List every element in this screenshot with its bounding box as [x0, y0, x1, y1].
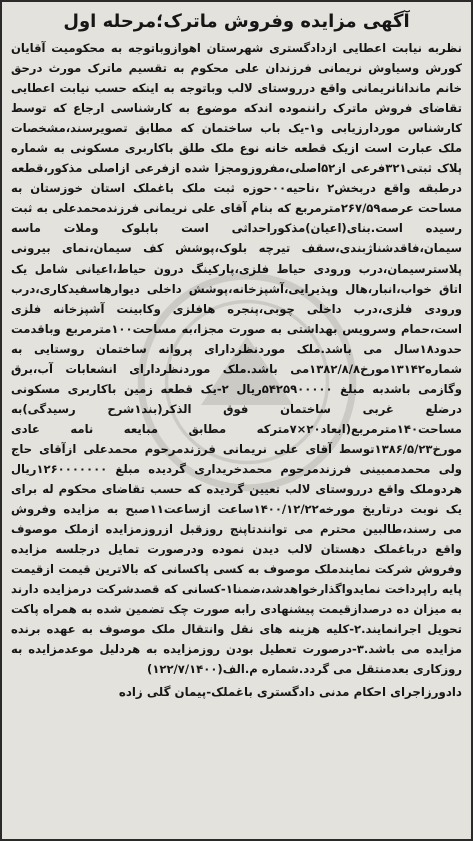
notice-paragraph: نظربه نیابت اعطایی ازدادگستری شهرستان اهوازوباتوجه به محکومیت آقایان کورش وسیاوش نریمانی فرزندان علی محکوم به تقسیم ماترک مورث درحق خانم ماندانانریمانی واقع درروستای لالب وباتوجه به اینکه حسب نیابت اعطایی تقاضای فروش ماترک راننموده اندکه موضوع به کارشناسی ارجاع که توسط کارشناس موردارزیابی و۱-یک باب ساختمان که مطابق تصویرسند،مشخصات ملک عبارت است ازیک قطعه خانه نوع ملک طلق باکاربری مسکونی به شماره پلاک ثبتی۳۲۱فرعی از۵۲اصلی،مفروزومجزا شده ازفرعی ازاصلی مذکور،قطعه درطبقه واقع دربخش۲ ،ناحیه۰۰حوزه ثبت ملک باغملک استان خوزستان به مساحت عرصه۲۶۷/۵۹مترمربع که بنام آقای علی نریمانی فرزندمحمدعلی به ثبت رسیده است.بنای(اعیان)مذکوراحداثی است بابلوک وملات ماسه سیمان،فاقدشناژبندی،سقف تیرچه بلوک،پوشش کف سیمان،نمای بیرونی پلاسترسیمان،درب ورودی حیاط فلزی،پارکینگ درون حیاط،اعیانی شامل یک اتاق خواب،انبار،هال وپذیرایی،آشپزخانه،پوشش داخلی دیوارهاسفیدکاری،درب ورودی فلزی،درب داخلی چوبی،پنجره هافلزی وکابینت آشپزخانه فلزی است،حمام وسرویس بهداشتی به صورت مجزا،به مساحت۱۰۰مترمربع وباقدمت حدود۱۸سال می باشد.ملک موردنظردارای پروانه ساختمان روستایی به شماره۱۳۱۴۲مورخ۱۳۸۲/۸/۸می باشد.ملک موردنظردارای انشعابات آب،برق وگازمی باشدبه مبلغ ۵۴۲۵۹۰۰۰۰۰ریال ۲-یک قطعه زمین باکاربری مسکونی درضلع غربی ساختمان فوق الذکر(بند۱شرح رسیدگی)به مساحت۱۴۰مترمربع(ابعاد۲۰×۷مترکه مطابق مبایعه نامه عادی مورخ۱۳۸۶/۵/۲۳توسط آقای علی نریمانی فرزندمرحوم محمدعلی ازآقای حاج ولی محمدممبینی فرزندمرحوم محمدخریداری گردیده مبلغ ۱۲۶۰۰۰۰۰۰۰ریال هردوملک واقع درروستای لالب تعیین گردیده که حسب تقاضای محکوم له برای یک نوبت درتاریخ مورخه۱۴۰۰/۱۲/۲۲ساعت ازساعت۱۱صبح به مزایده وفروش می رسند،طالبین محترم می توانندتاپنج روزقبل ازروزمزایده ازملک موصوف واقع درباغملک دهستان لالب دیدن نموده ودرصورت تمایل درجلسه مزایده وفروش شرکت نمایندملک موصوف به کسی پاکسانی که بالاترین قیمت ازقیمت پایه راپرداخت نمایدواگذارخواهدشد،ضمنا۱-کسانی که قصدشرکت درمزایده دارند به میزان ده درصدازقیمت پیشنهادی رابه صورت چک تضمین شده به همراه پاکت تحویل اجرانمایند.۲-کلیه هزینه های نقل وانتقال ملک موصوف به عهده برنده مزایده می باشد.۳-درصورت تعطیل بودن روزمزایده به هردلیل موعدمزایده به روزکاری بعدمنتقل می گردد.شماره م.الف(۱۲۲/۷/۱۴۰۰) [11, 41, 463, 677]
notice-signature: دادورزاجرای احکام مدنی دادگستری باغملک-پیمان گلی زاده [118, 684, 462, 699]
notice-title: آگهی مزایده وفروش ماترک؛مرحله اول [63, 11, 410, 32]
notice-body [11, 38, 462, 680]
